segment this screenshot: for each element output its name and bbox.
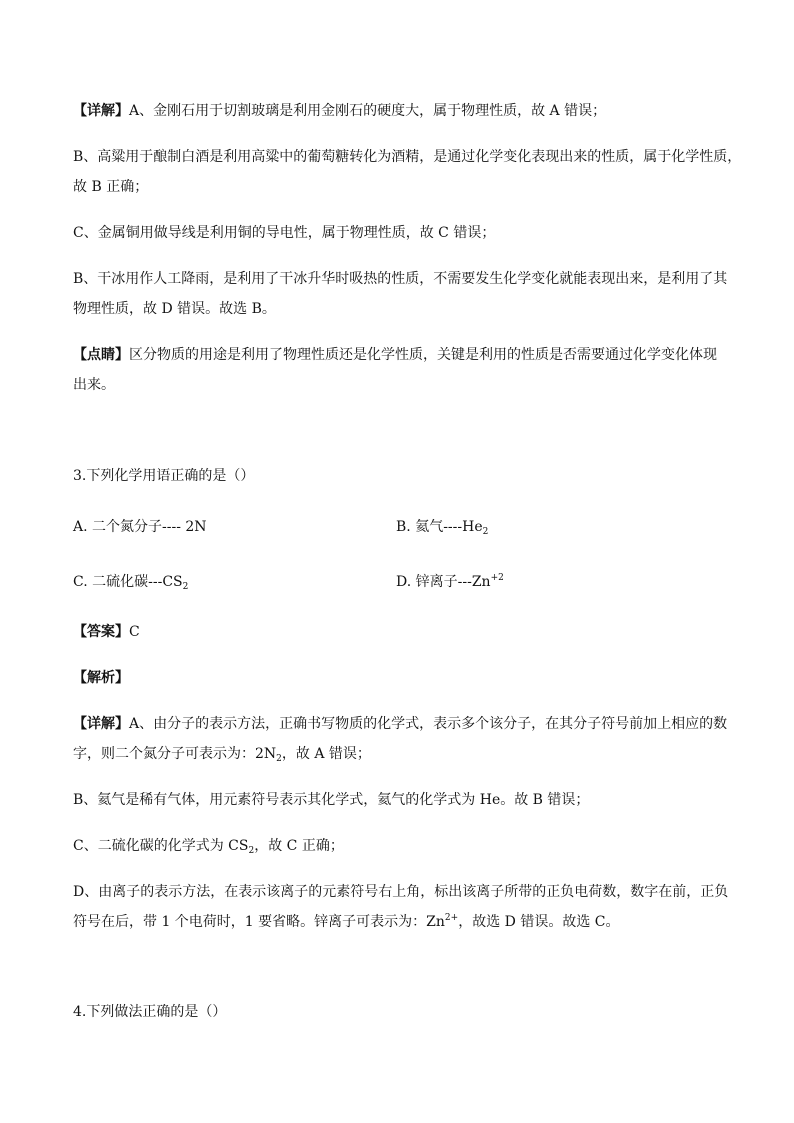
- answer-line: [73, 622, 140, 642]
- option-d-label: D.: [396, 574, 412, 590]
- q3-detail-c-sub: 2: [248, 846, 255, 856]
- detail-line-d2: 物理性质，故 D 错误。故选 B。: [73, 301, 276, 317]
- option-c: [73, 572, 188, 592]
- q3-detail-d2: [73, 912, 620, 932]
- q3-detail-a2-sub: 2: [276, 754, 282, 764]
- q3-detail-a2-post: ，故 A 错误；: [281, 746, 371, 762]
- option-a: [73, 517, 207, 537]
- q3-detail-b: B、氦气是稀有气体，用元素符号表示其化学式，氦气的化学式为 He。故 B 错误；: [73, 792, 590, 808]
- tip-paragraph: [73, 345, 717, 365]
- answer-value: C: [129, 624, 140, 640]
- question-3-stem: 3.下列化学用语正确的是（）: [73, 468, 255, 484]
- q3-detail-c: [73, 836, 344, 856]
- detail-line-a: A、金刚石用于切割玻璃是利用金刚石的硬度大，属于物理性质，故 A 错误；: [129, 103, 607, 119]
- answer-tag: 【答案】: [73, 624, 129, 640]
- option-b-text: 氦气----He: [415, 519, 483, 535]
- q3-detail-a1: [73, 714, 727, 734]
- detail-line-c: C、金属铜用做导线是利用铜的导电性，属于物理性质，故 C 错误；: [73, 225, 496, 241]
- option-c-label: C.: [73, 574, 88, 590]
- q3-detail-d2-pre: 符号在后，带 1 个电荷时，1 要省略。锌离子可表示为：Zn: [73, 914, 445, 930]
- detail-line-d1: B、干冰用作人工降雨，是利用了干冰升华时吸热的性质，不需要发生化学变化就能表现出来，是利用了其: [73, 271, 728, 287]
- detail-line-b1: B、高粱用于酿制白酒是利用高粱中的葡萄糖转化为酒精，是通过化学变化表现出来的性质，属于化学性质，: [73, 149, 742, 165]
- analysis-tag: 【解析】: [73, 670, 129, 686]
- q3-detail-a2: [73, 744, 371, 764]
- option-b-label: B.: [396, 519, 411, 535]
- option-c-subscript: 2: [182, 582, 189, 592]
- tip-tag: 【点睛】: [73, 347, 129, 363]
- q3-detail-d2-sup: 2+: [444, 913, 459, 923]
- option-b: [396, 517, 488, 537]
- option-a-label: A.: [73, 519, 88, 535]
- q3-detail-d2-post: ，故选 D 错误。故选 C。: [458, 914, 620, 930]
- question-4-stem: 4.下列做法正确的是（）: [73, 1004, 227, 1020]
- detail-paragraph-a: [73, 101, 606, 121]
- option-a-text: 二个氮分子---- 2N: [92, 519, 207, 535]
- q3-detail-a1-text: A、由分子的表示方法，正确书写物质的化学式，表示多个该分子，在其分子符号前加上相应的数: [129, 716, 728, 732]
- option-c-text: 二硫化碳---CS: [92, 574, 183, 590]
- tip-line-2: 出来。: [73, 377, 115, 393]
- q3-detail-a2-pre: 字，则二个氮分子可表示为：2N: [73, 746, 277, 762]
- tip-line-1: 区分物质的用途是利用了物理性质还是化学性质，关键是利用的性质是否需要通过化学变化体现: [129, 347, 717, 363]
- q3-detail-d1: D、由离子的表示方法，在表示该离子的元素符号右上角，标出该离子所带的正负电荷数，数字在前，正负: [73, 884, 729, 900]
- option-d-text: 锌离子---Zn: [415, 574, 491, 590]
- detail-tag: 【详解】: [73, 103, 129, 119]
- option-d: [396, 572, 504, 592]
- detail-line-b2: 故 B 正确；: [73, 179, 149, 195]
- q3-detail-c-pre: C、二硫化碳的化学式为 CS: [73, 838, 249, 854]
- q3-detail-c-post: ，故 C 正确；: [254, 838, 344, 854]
- q3-detail-tag: 【详解】: [73, 716, 129, 732]
- option-d-superscript: +2: [490, 573, 504, 583]
- option-b-subscript: 2: [482, 527, 489, 537]
